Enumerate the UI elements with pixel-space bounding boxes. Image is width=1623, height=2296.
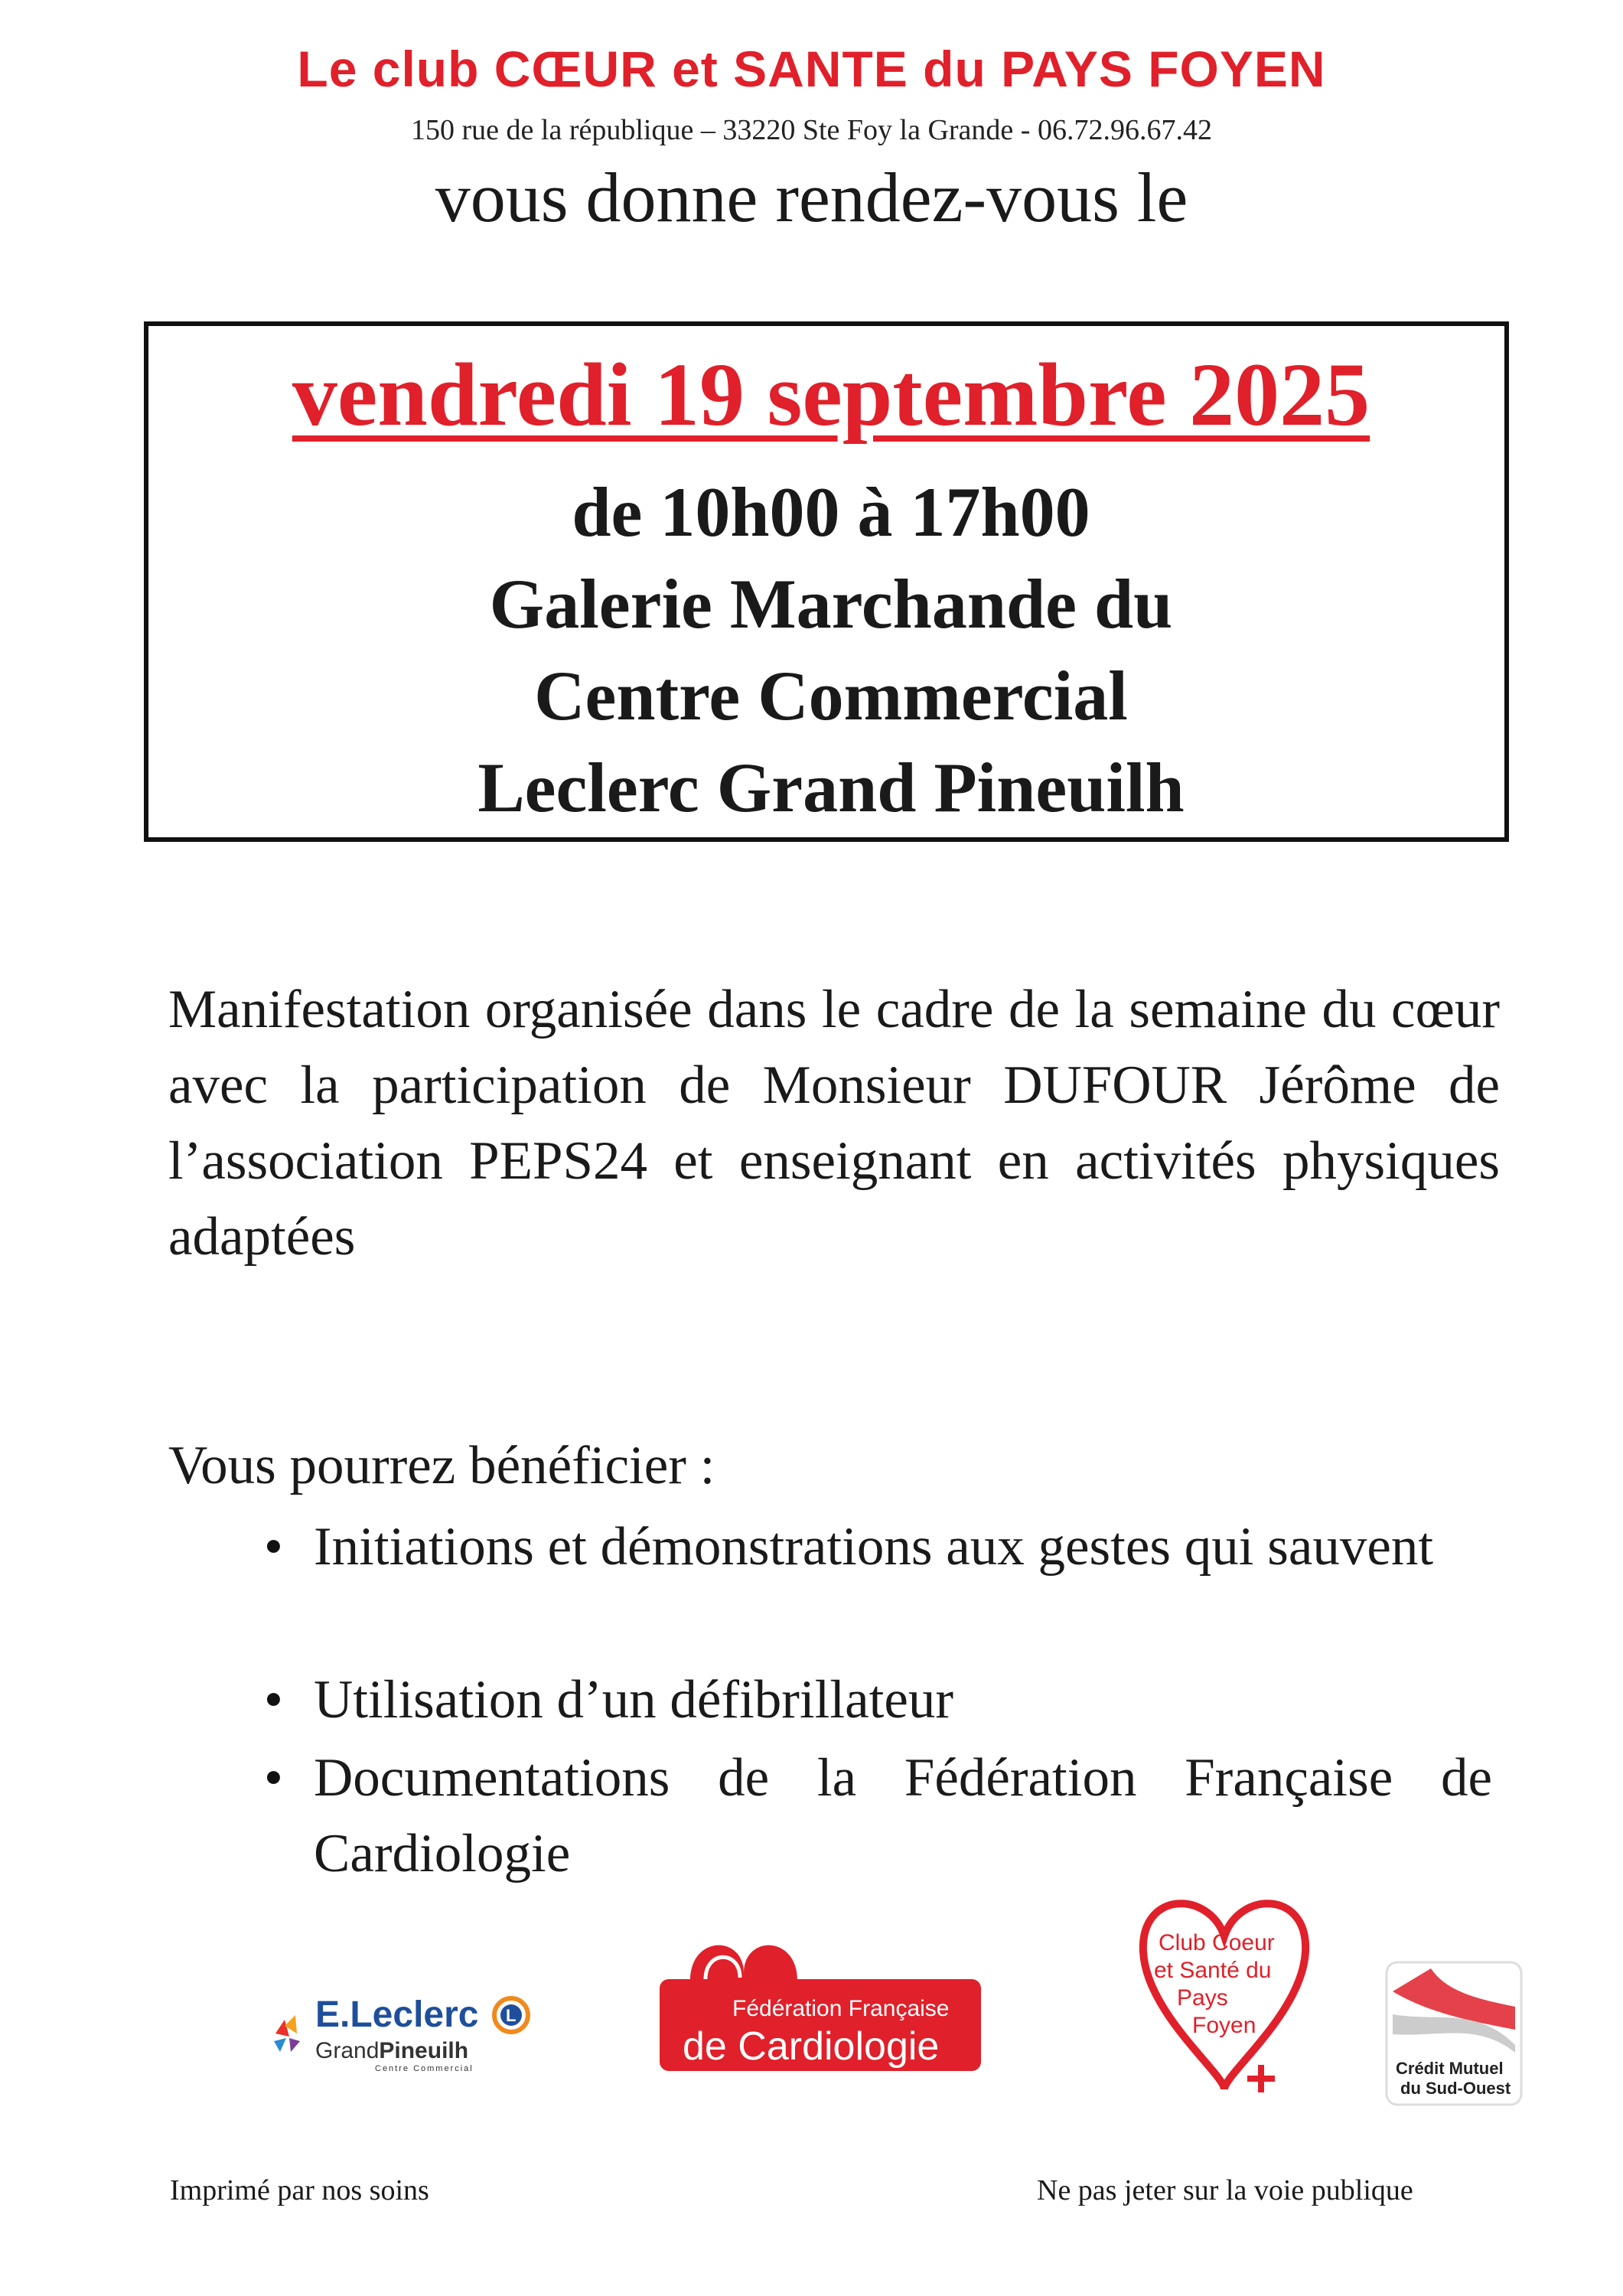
club-logo-line-3: Pays bbox=[1177, 1985, 1228, 2011]
ffc-line-1: Fédération Française bbox=[732, 1996, 950, 2021]
ffc-logo bbox=[660, 1935, 981, 2088]
leclerc-location: GrandPineuilh bbox=[315, 2038, 469, 2063]
footer-disposal-note: Ne pas jeter sur la voie publique bbox=[1037, 2174, 1413, 2206]
event-venue-line: Galerie Marchande du bbox=[489, 565, 1173, 643]
benefits-intro: Vous pourrez bénéficier : bbox=[168, 1436, 715, 1495]
club-title: Le club CŒUR et SANTE du PAYS FOYEN bbox=[297, 41, 1326, 97]
event-date: vendredi 19 septembre 2025 bbox=[292, 344, 1370, 445]
club-logo-line-1: Club Coeur bbox=[1159, 1930, 1275, 1955]
leclerc-name: E.Leclerc bbox=[315, 1994, 479, 2035]
event-description: Manifestation organisée dans le cadre de la semaine du cœur avec la participation de Monsieur DUFOUR Jérôme de l’association PEPS24 et enseignant en activités physiques adaptées bbox=[168, 980, 1500, 1267]
invite-line: vous donne rendez-vous le bbox=[435, 158, 1188, 236]
event-hours: de 10h00 à 17h00 bbox=[572, 473, 1090, 551]
event-venue-line: Leclerc Grand Pineuilh bbox=[477, 748, 1185, 827]
club-logo-line-4: Foyen bbox=[1192, 2013, 1256, 2038]
credit-mutuel-logo bbox=[1385, 1961, 1523, 2106]
club-logo-line-2: et Santé du bbox=[1154, 1958, 1272, 1983]
benefit-item: Documentations de la Fédération Française de Cardiologie bbox=[314, 1748, 1492, 1883]
club-logo bbox=[1133, 1883, 1316, 2105]
leclerc-logo bbox=[268, 1978, 543, 2086]
bullet-icon: • bbox=[264, 1670, 283, 1730]
event-box bbox=[144, 321, 1509, 842]
club-address: 150 rue de la république – 33220 Ste Foy la Grande - 06.72.96.67.42 bbox=[411, 114, 1212, 146]
svg-text:L: L bbox=[506, 2006, 517, 2025]
benefit-item: Initiations et démonstrations aux gestes qui sauvent bbox=[314, 1517, 1434, 1577]
credit-mutuel-line-2: du Sud-Ouest bbox=[1400, 2079, 1511, 2098]
bullet-icon: • bbox=[264, 1748, 283, 1808]
bullet-icon: • bbox=[264, 1517, 283, 1577]
credit-mutuel-line-1: Crédit Mutuel bbox=[1396, 2059, 1504, 2078]
benefit-item: Utilisation d’un défibrillateur bbox=[314, 1670, 954, 1730]
event-venue-line: Centre Commercial bbox=[534, 657, 1128, 735]
footer-printed-note: Imprimé par nos soins bbox=[170, 2174, 429, 2206]
leclerc-subtitle: Centre Commercial bbox=[375, 2064, 474, 2073]
ffc-line-2: de Cardiologie bbox=[683, 2024, 940, 2069]
